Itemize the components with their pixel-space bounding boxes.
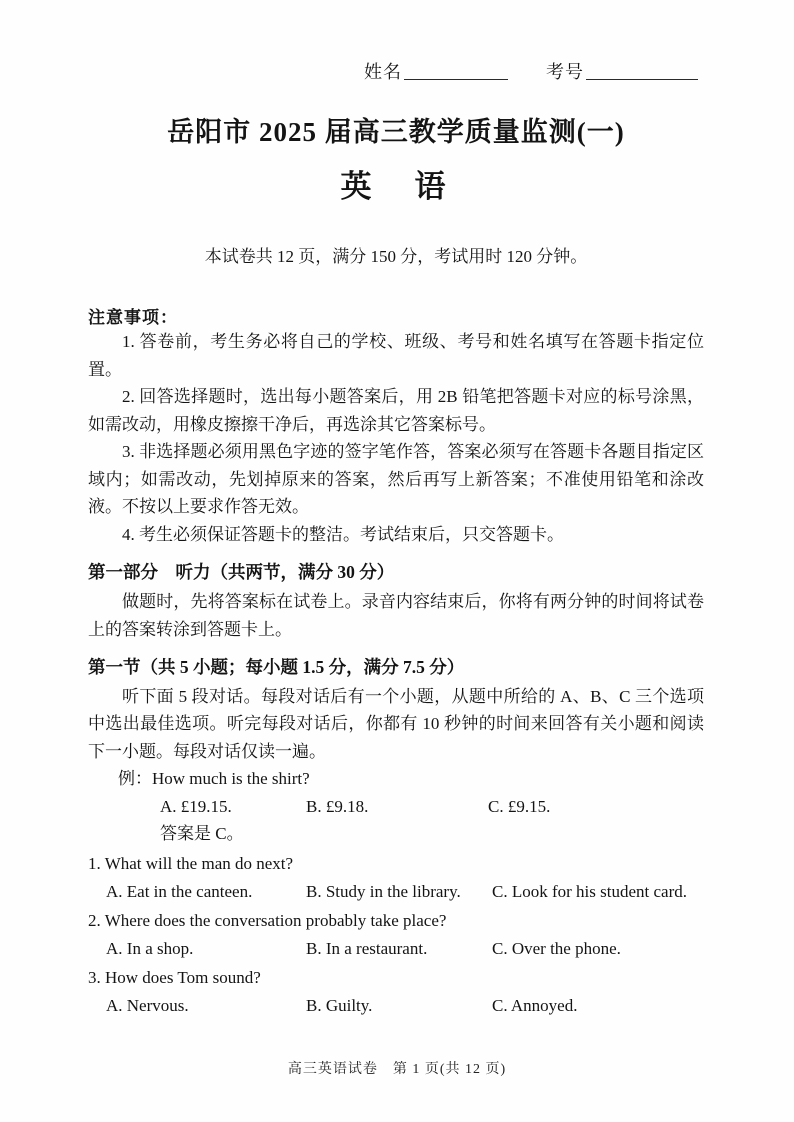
name-examno-line	[88, 58, 704, 84]
exam-info-line: 本试卷共 12 页，满分 150 分，考试用时 120 分钟。	[204, 247, 588, 266]
question-2	[88, 907, 704, 962]
note-item-2: 2. 回答选择题时，选出每小题答案后，用 2B 铅笔把答题卡对应的标号涂黑，如需改动，用橡皮擦擦干净后，再选涂其它答案标号。	[88, 387, 704, 434]
example-answer: 答案是 C。	[160, 824, 244, 844]
part1-heading: 第一部分 听力（共两节，满分 30 分）	[88, 562, 395, 583]
examno-label: 考号	[546, 62, 584, 82]
question-2-options	[88, 935, 704, 963]
subject-title: 英 语	[340, 169, 452, 204]
question-1	[88, 850, 704, 905]
notes-heading: 注意事项：	[88, 308, 178, 327]
question-1-option-c: C. Look for his student card.	[492, 881, 687, 901]
question-1-option-b: B. Study in the library.	[306, 881, 461, 901]
question-1-text: 1. What will the man do next?	[88, 854, 294, 873]
example-option-c: C. £9.15.	[488, 796, 551, 816]
page-footer: 高三英语试卷 第 1 页(共 12 页)	[287, 1062, 507, 1077]
question-2-option-b: B. In a restaurant.	[306, 938, 428, 958]
section1-heading: 第一节（共 5 小题；每小题 1.5 分，满分 7.5 分）	[88, 657, 465, 678]
examno-blank	[586, 60, 698, 80]
note-item-3: 3. 非选择题必须用黑色字迹的签字笔作答，答案必须写在答题卡各题目指定区域内；如需改动，先划掉原来的答案，然后再写上新答案；不准使用铅笔和涂改液。不按以上要求作答无效。	[88, 442, 704, 517]
question-3-option-a: A. Nervous.	[106, 995, 189, 1015]
question-1-options	[88, 878, 704, 906]
question-3-option-b: B. Guilty.	[306, 995, 373, 1015]
notes-section	[88, 303, 704, 548]
example-option-b: B. £9.18.	[306, 796, 369, 816]
question-3	[88, 964, 704, 1019]
example-option-a: A. £19.15.	[160, 796, 232, 816]
question-1-option-a: A. Eat in the canteen.	[106, 881, 253, 901]
section1-instruction: 听下面 5 段对话。每段对话后有一个小题，从题中所给的 A、B、C 三个选项中选出最佳选项。听完每段对话后，你都有 10 秒钟的时间来回答有关小题和阅读下一小题。每段对话仅读一遍。	[88, 686, 704, 761]
question-2-option-a: A. In a shop.	[106, 938, 194, 958]
question-2-option-c: C. Over the phone.	[492, 938, 621, 958]
question-3-option-c: C. Annoyed.	[492, 995, 578, 1015]
question-2-text: 2. Where does the conversation probably take place?	[88, 911, 447, 931]
name-label: 姓名	[364, 62, 402, 82]
question-3-options	[88, 992, 704, 1020]
example-prompt: 例：How much is the shirt?	[118, 769, 310, 789]
note-item-1: 1. 答卷前，考生务必将自己的学校、班级、考号和姓名填写在答题卡指定位置。	[88, 332, 704, 379]
question-3-text: 3. How does Tom sound?	[88, 968, 261, 988]
page-title: 岳阳市 2025 届高三教学质量监测(一)	[167, 117, 625, 147]
example-options-row	[88, 793, 704, 821]
part1-instruction: 做题时，先将答案标在试卷上。录音内容结束后，你将有两分钟的时间将试卷上的答案转涂到答题卡上。	[88, 592, 704, 639]
note-item-4: 4. 考生必须保证答题卡的整洁。考试结束后，只交答题卡。	[122, 524, 564, 544]
name-blank	[404, 60, 508, 80]
